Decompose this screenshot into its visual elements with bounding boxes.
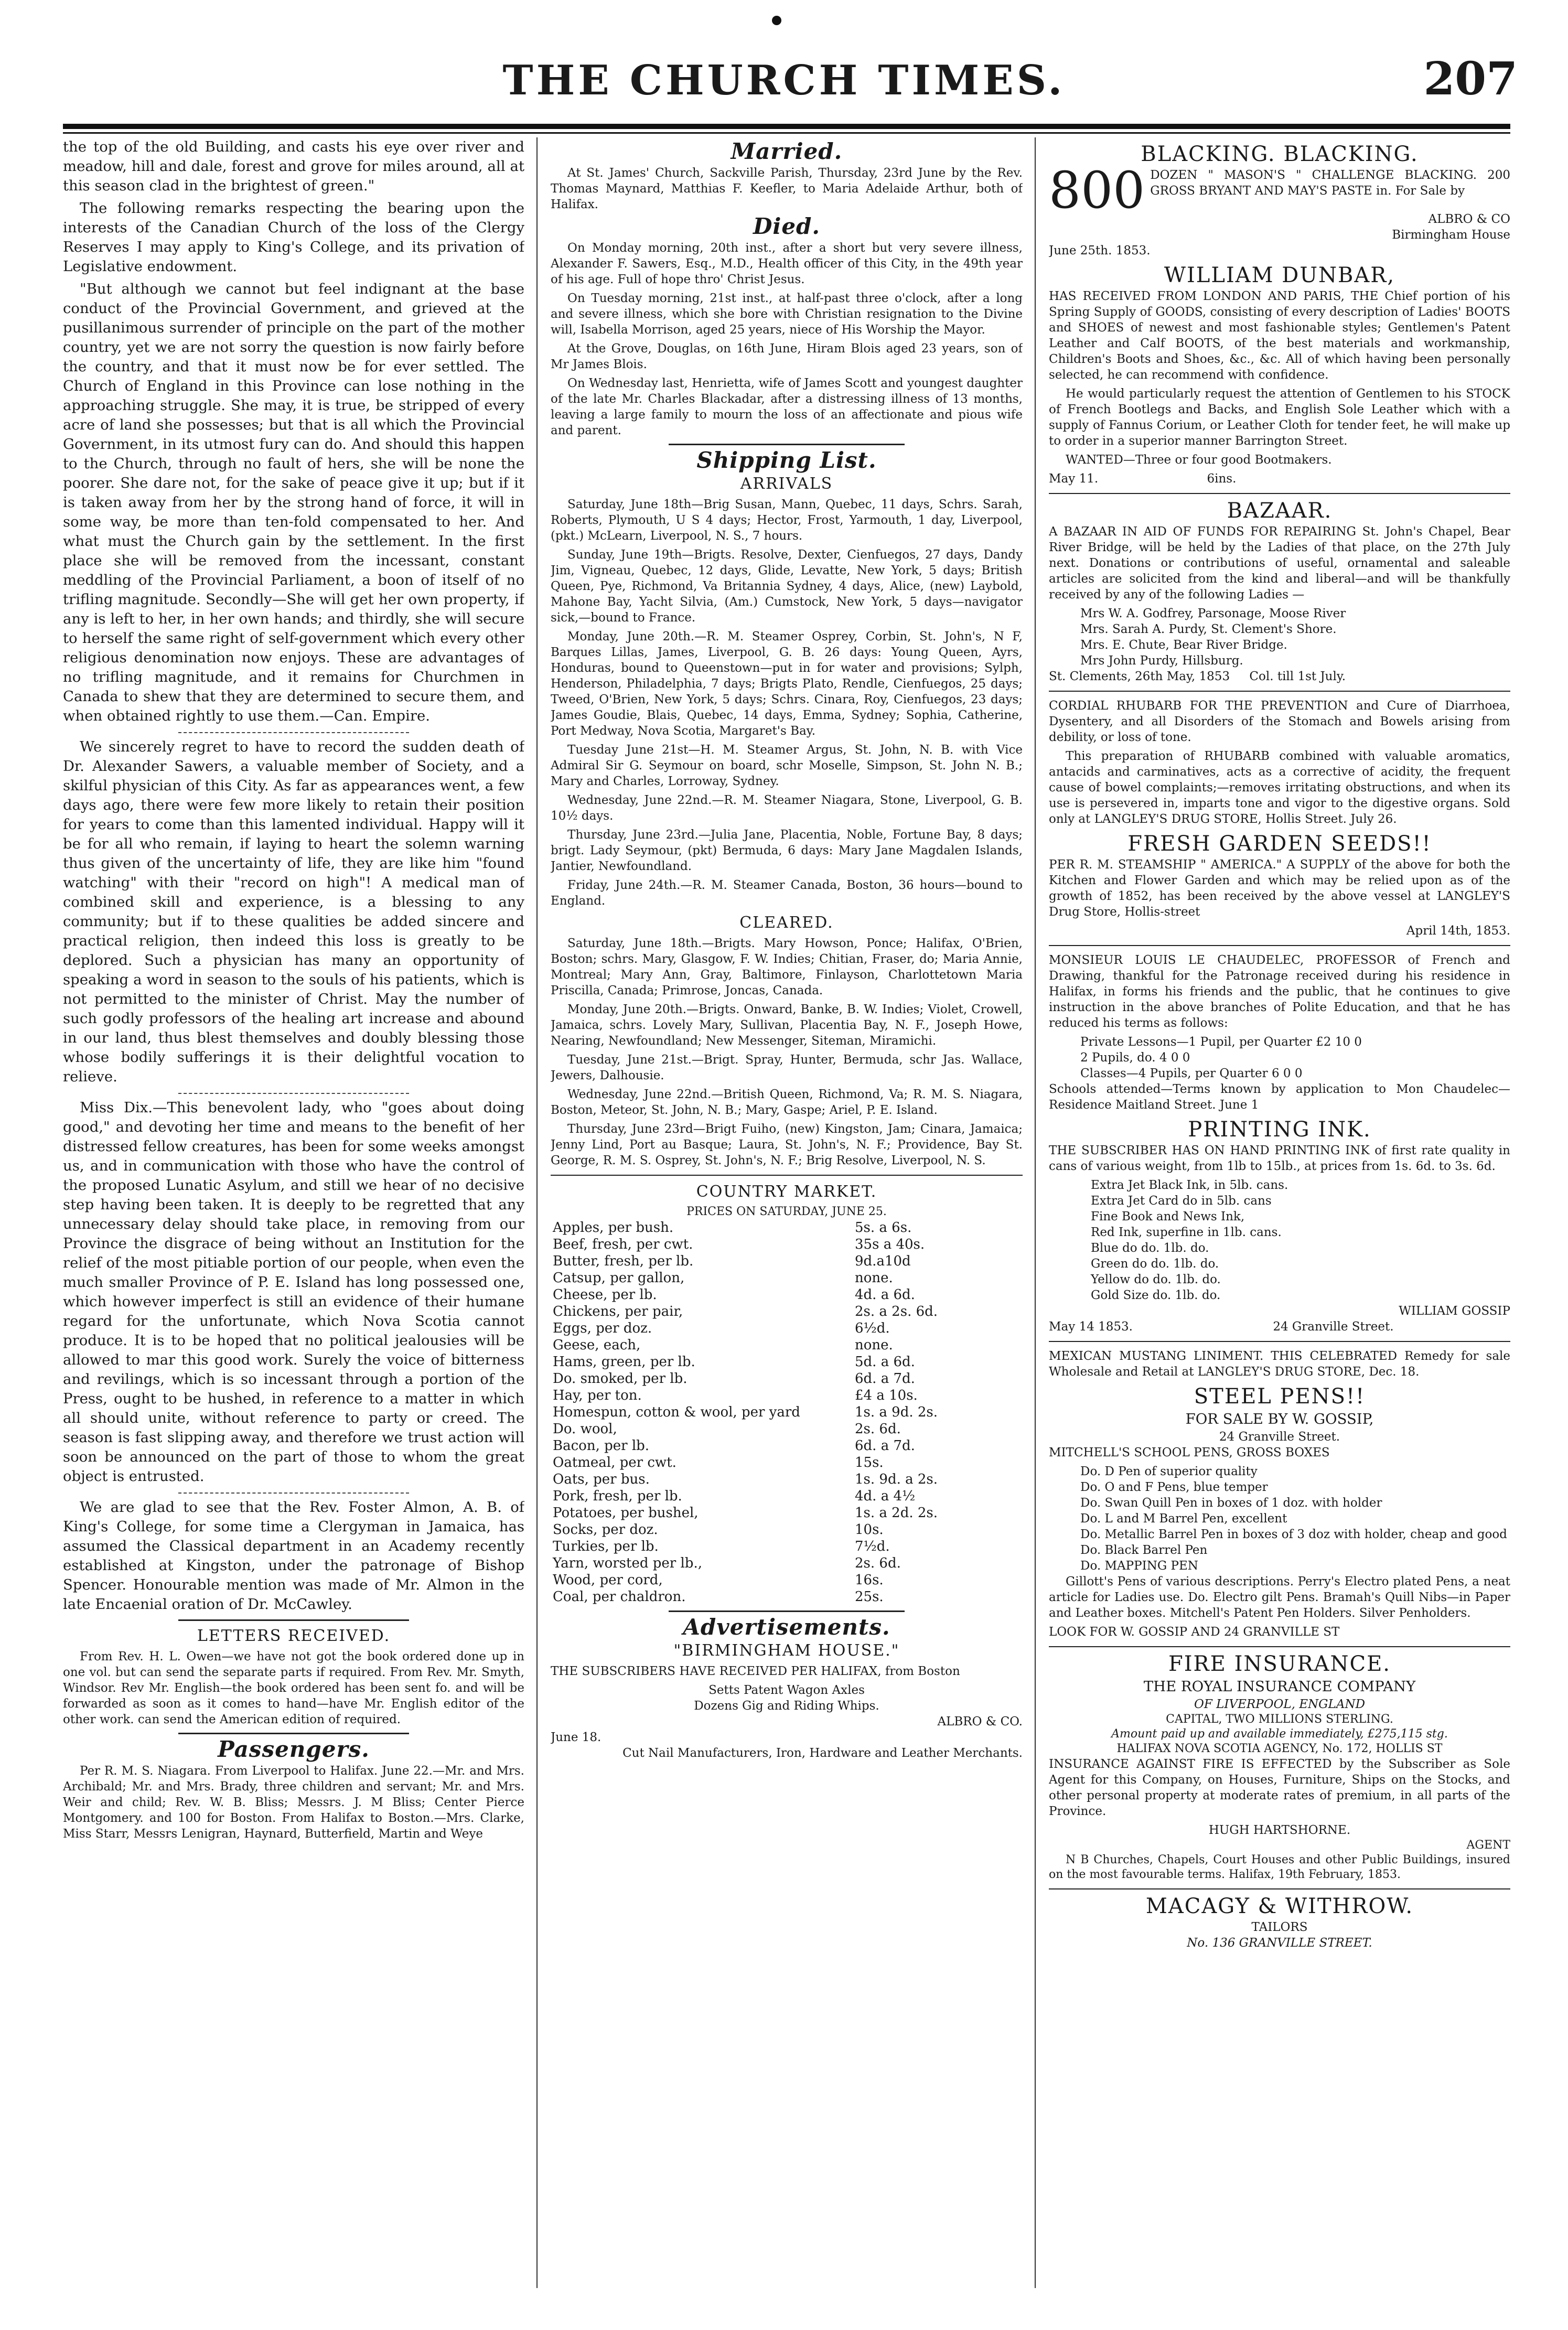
ad-date: April 14th, 1853. [1406,924,1510,938]
shipping-entry: Wednesday, June 22nd.—British Queen, Richmond, Va; R. M. S. Niagara, Boston, Meteor, St. John, N. B.; Mary, Gaspe; Ariel, P. E. Island. [551,1088,1023,1117]
column-1 [63,137,524,2299]
table-row [551,1471,1023,1488]
shipping-entry: Monday, June 20th.—Brigts. Onward, Banke, B. W. Indies; Violet, Crowell, Jamaica, schrs. Lovely Mary, Sullivan, Placentia Bay, N. F., Joseph Howe, Nearing, Newfoundland; New Messenger, Siteman, Miramichi. [551,1003,1023,1048]
separator [178,1091,409,1094]
ad-text: He would particularly request the attention of Gentlemen to his STOCK of French Bootlegs and Backs, and English Sole Leather which with a supply of Fannus Corium, or Leather Cloth for tender feet, he will make up to order in a superior manner Barrington Street. [1049,387,1510,448]
table-row [551,1404,1023,1421]
separator [551,1175,1023,1176]
market-item: Potatoes, per bushel, [553,1505,699,1521]
ad-text: THE SUBSCRIBERS HAVE RECEIVED PER HALIFAX, from Boston [551,1665,960,1678]
market-item: Apples, per bush. [553,1220,674,1236]
market-price: 7½d. [855,1539,890,1554]
article-paragraph: The following remarks respecting the bearing upon the interests of the Canadian Church of the loss of the Clergy Reserves I may apply to King's College, and its privation of Legislative endowment. [63,200,524,275]
ad-heading: FRESH GARDEN SEEDS!! [1127,832,1432,856]
table-row [551,1387,1023,1404]
market-item: Oats, per bus. [553,1472,650,1487]
market-item: Homespun, cotton & wool, per yard [553,1404,800,1420]
column-rule [1035,137,1036,2288]
list-item: Do. Black Barrel Pen [1080,1543,1208,1557]
ad-heading: FIRE INSURANCE. [1168,1652,1391,1676]
market-item: Beef, fresh, per cwt. [553,1237,693,1252]
section-heading: Married. [731,138,843,164]
terms-list [1049,1034,1510,1081]
list-item: Mrs. E. Chute, Bear River Bridge. [1080,638,1287,652]
shipping-entry: Thursday, June 23rd.—Julia Jane, Placentia, Noble, Fortune Bay, 8 days; brigt. Lady Seymour, (pkt) Bermuda, 6 days: Mary Jane Magdalen Islands, Jantier, Newfoundland. [551,828,1023,873]
bazaar-lady-list [1049,606,1510,669]
market-item: Butter, fresh, per lb. [553,1253,694,1269]
ad-subheading: FOR SALE BY W. GOSSIP, [1185,1411,1374,1427]
market-price: 1s. a 2d. 2s. [855,1505,938,1521]
shipping-entry: Monday, June 20th.—R. M. Steamer Osprey, Corbin, St. John's, N F, Barques Lillas, James, Liverpool, G. B. 26 days: Young Queen, Ayrs, Honduras, bound to Queenstown—put in for water and provisions; Sylph, Henderson, Philadelphia, 7 days; Brigts Plato, Rendle, Cienfuegos, 25 days; Tweed, O'Brien, New York, 5 days; Schrs. Cinara, Roy, Cienfuegos, 23 days; James Goudie, Blais, Quebec, 14 days, Emma, Sydney; Sophia, Catherine, Port Medway, Nova Scotia, Margaret's Bay. [551,630,1023,738]
company-paid: Amount paid up and available immediately, £275,115 stg. [1111,1727,1448,1741]
list-item: Private Lessons—1 Pupil, per Quarter £2 10 0 [1080,1035,1362,1049]
market-price: 1s. 9d. a 2s. [855,1472,938,1487]
ad-signature: WILLIAM GOSSIP [1399,1304,1510,1318]
section-heading: Shipping List. [696,447,877,473]
market-price: 25s. [855,1589,884,1605]
list-item: Do. O and F Pens, blue temper [1080,1480,1268,1494]
ad-address: No. 136 GRANVILLE STREET. [1187,1936,1372,1950]
shipping-entry: Wednesday, June 22nd.—R. M. Steamer Niagara, Stone, Liverpool, G. B. 10½ days. [551,793,1023,823]
table-row [551,1253,1023,1270]
ad-text: THE SUBSCRIBER HAS ON HAND PRINTING INK of first rate quality in cans of various weight, from 1lb to 15lb., at prices from 1s. 6d. to 3s. 6d. [1049,1144,1510,1173]
ad-date: May 14 1853. [1049,1320,1133,1334]
section-heading: COUNTRY MARKET. [696,1183,877,1201]
ad-insertions: 6ins. [1207,472,1237,486]
ad-text: CORDIAL RHUBARB FOR THE PREVENTION and Cure of Diarrhoea, Dysentery, and all Disorders of the Stomach and Bowels arising from debility, or loss of tone. [1049,699,1510,744]
table-row [551,1538,1023,1555]
market-item: Coal, per chaldron. [553,1589,686,1605]
table-row [551,1219,1023,1236]
ad-text: PER R. M. STEAMSHIP " AMERICA." A SUPPLY of the above for both the Kitchen and Flower Garden and which may be relied upon as of the growth of 1852, has been received by the above vessel at LANGLEY'S Drug Store, Hollis-street [1049,858,1510,919]
market-table [551,1219,1023,1605]
table-row [551,1421,1023,1437]
ad-text: A BAZAAR IN AID OF FUNDS FOR REPAIRING St. John's Chapel, Bear River Bridge, will be held by the Ladies of that place, on the 27th July next. Donations or contributions of useful, ornamental and saleable articles are solicited from the kind and liberal—and will be thankfully received by any of the following Ladies — [1049,525,1510,602]
table-row [551,1521,1023,1538]
table-row [551,1437,1023,1454]
market-item: Catsup, per gallon, [553,1270,685,1286]
list-item: Classes—4 Pupils, per Quarter 6 0 0 [1080,1067,1303,1080]
market-price: 9d.a10d [855,1253,911,1269]
market-price: 6d. a 7d. [855,1438,915,1454]
ad-heading: BAZAAR. [1227,499,1333,523]
ad-text: HAS RECEIVED FROM LONDON AND PARIS, THE Chief portion of his Spring Supply of GOODS, consisting of every description of Ladies' BOOTS and SHOES of newest and most fashionable styles; Gentlemen's Patent Leather and Calf BOOTS, of the best materials and workmanship, Children's Boots and Shoes, &c., &c. All of which having been personally selected, he can recommend with confidence. [1049,289,1510,382]
table-row [551,1236,1023,1253]
market-item: Do. smoked, per lb. [553,1371,688,1387]
ad-address: 24 Granville Street. [1273,1320,1394,1334]
ad-heading: MACAGY & WITHROW. [1145,1894,1414,1918]
notice-text: At the Grove, Douglas, on 16th June, Hiram Blois aged 23 years, son of Mr James Blois. [551,342,1023,371]
market-price: none. [855,1337,893,1353]
notice-text: On Tuesday morning, 21st inst., at half-past three o'clock, after a long and severe illness, which she bore with Christian resignation to the Divine will, Isabella Morrison, aged 25 years, niece of His Worship the Mayor. [551,292,1023,337]
market-item: Wood, per cord, [553,1572,663,1588]
company-location: OF LIVERPOOL, ENGLAND [1194,1698,1366,1711]
market-item: Oatmeal, per cwt. [553,1455,676,1470]
table-row [551,1588,1023,1605]
list-item: Mrs John Purdy, Hillsburg. [1080,654,1243,668]
masthead [0,0,1568,142]
separator [1049,945,1510,946]
market-price: 10s. [855,1522,884,1538]
ad-text: N B Churches, Chapels, Court Houses and other Public Buildings, insured on the most favourable terms. Halifax, 19th February, 1853. [1049,1853,1510,1881]
separator [178,730,409,733]
list-item: Do. L and M Barrel Pen, excellent [1080,1512,1287,1526]
shipping-entry: Thursday, June 23rd—Brigt Fuiho, (new) Kingston, Jam; Cinara, Jamaica; Jenny Lind, Port au Basque; Laura, St. John's, N. F.; Providence, Bay St. George, R. M. S. Osprey, St. John's, N. F.; Brig Resolve, Liverpool, N. S. [551,1122,1023,1167]
ad-text: Gillott's Pens of various descriptions. Perry's Electro plated Pens, a neat article for Ladies use. Do. Electro gilt Pens. Bramah's Quill Nibs—in Paper and Leather boxes. Mitchell's Patent Pen Holders. Silver Penholders. [1049,1575,1510,1620]
market-item: Cheese, per lb. [553,1287,657,1303]
ad-signature: ALBRO & CO [1428,212,1510,226]
market-price: 5s. a 6s. [855,1220,912,1236]
market-price: 2s. 6d. [855,1421,901,1437]
shipping-entry: Tuesday, June 21st.—Brigt. Spray, Hunter, Bermuda, schr Jas. Wallace, Jewers, Dalhousie. [551,1053,1023,1082]
passengers-text: Per R. M. S. Niagara. From Liverpool to Halifax. June 22.—Mr. and Mrs. Archibald; Mr. and Mrs. Brady, three children and servant; Mr. and Mrs. Weir and child; Rev. W. B. Bliss; Messrs. J. M Bliss; Center Pierce Montgomery. and 100 for Boston. From Halifax to Boston.—Mrs. Clarke, Miss Starr, Messrs Lenigran, Haynard, Butterfield, Martin and Weye [63,1764,524,1841]
list-item: Extra Jet Black Ink, in 5lb. cans. [1091,1178,1288,1192]
list-item: Extra Jet Card do in 5lb. cans [1091,1194,1272,1208]
ad-signature: ALBRO & CO. [937,1715,1023,1728]
list-item: Red Ink, superfine in 1lb. cans. [1091,1226,1282,1239]
ad-text: Schools attended—Terms known by application to Mon Chaudelec—Residence Maitland Street. June 1 [1049,1082,1510,1112]
market-price: 6d. a 7d. [855,1371,915,1387]
ad-text: INSURANCE AGAINST FIRE IS EFFECTED by the Subscriber as Sole Agent for this Company, on Houses, Furniture, Ships on the Stocks, and other personal property at moderate rates of premium, in all parts of the Province. [1049,1757,1510,1818]
ad-large-number: 800 [1049,161,1145,220]
market-price: none. [855,1270,893,1286]
market-price: 2s. 6d. [855,1555,901,1571]
shipping-entry: Saturday, June 18th.—Brigts. Mary Howson, Ponce; Halifax, O'Brien, Boston; schrs. Mary, Glasgow, F. W. Indies; Chitian, Fraser, do; Maria Annie, Montreal; Mary Ann, Gray, Baltimore, Finlayson, Charlottetown Maria Priscilla, Canada; Primrose, Joncas, Canada. [551,937,1023,997]
table-row [551,1370,1023,1387]
column-3 [1049,137,1510,2299]
article-paragraph: We sincerely regret to have to record the sudden death of Dr. Alexander Sawers, a valuable member of Society, and a skilful physician of this City. As far as appearances went, a few days ago, there were few more likely to retain their position for years to come than this lamented individual. Happy will it be for all who remain, if laying to heart the solemn warning thus given of the uncertainty of life, they are like him "found watching" with their "record on high"! A medical man of combined skill and experience, is a blessing to any community; but if to these qualities be added sincere and practical religion, then indeed this loss is greatly to be deplored. Such a physician has many an opportunity of speaking a word in season to the souls of his patients, which is not permitted to the minister of Christ. May the number of such godly professors of the healing art increase and abound in our land, thus blest themselves and doubly blessing those whose bodily sufferings it is their delightful vocation to relieve. [63,738,524,1085]
market-subheading: PRICES ON SATURDAY, JUNE 25. [686,1205,887,1218]
article-paragraph: We are glad to see that the Rev. Foster Almon, A. B. of King's College, for some time a Clergyman in Jamaica, has assumed the Classical department in an Academy recently established at Kingston, under the patronage of Bishop Spencer. Honourable mention was made of Mr. Almon in the late Encaenial oration of Dr. McCawley. [63,1499,524,1613]
column-rule [536,137,538,2288]
market-item: Bacon, per lb. [553,1438,650,1454]
table-row [551,1454,1023,1471]
table-row [551,1303,1023,1320]
market-item: Hams, green, per lb. [553,1354,695,1370]
ad-heading: BLACKING. BLACKING. [1141,142,1419,166]
ad-text: DOZEN " MASON'S " CHALLENGE BLACKING. 200 GROSS BRYANT AND MAY'S PASTE in. For Sale by [1150,168,1510,198]
separator [178,1490,409,1494]
ad-heading: WILLIAM DUNBAR, [1164,263,1395,287]
masthead-rule-thin [63,132,1510,134]
table-row [551,1488,1023,1505]
ad-text: This preparation of RHUBARB combined with valuable aromatics, antacids and carminatives, acts as a corrective of acidity, the frequent cause of bowel complaints;—removes irritating obstructions, and when its use is persevered in, imparts tone and vigor to the digestive organs. Sold only at LANGLEY'S DRUG STORE, Hollis Street. July 26. [1049,749,1510,826]
list-item: Yellow do do. 1lb. do. [1091,1273,1221,1286]
list-item: Gold Size do. 1lb. do. [1091,1289,1221,1302]
ad-heading: STEEL PENS!! [1194,1384,1366,1409]
shipping-entry: Friday, June 24th.—R. M. Steamer Canada, Boston, 36 hours—bound to England. [551,878,1023,908]
market-item: Hay, per ton. [553,1388,642,1403]
notice-text: On Monday morning, 20th inst., after a short but very severe illness, Alexander F. Sawers, Esq., M.D., Health officer of this City, in the 49th year of his age. Full of hope thro' Christ Jesus. [551,241,1023,286]
table-row [551,1337,1023,1354]
separator [1049,493,1510,494]
market-price: 4d. a 4½ [855,1488,916,1504]
market-price: £4 a 10s. [855,1388,918,1403]
column-2 [551,137,1023,2299]
page-number: 207 [1423,52,1518,105]
market-price: 1s. a 9d. 2s. [855,1404,938,1420]
ad-date: May 11. [1049,472,1099,486]
market-item: Eggs, per doz. [553,1320,652,1336]
article-paragraph: the top of the old Building, and casts his eye over river and meadow, hill and dale, forest and grove for miles around, all at this season clad in the brightest of green." [63,138,524,194]
section-heading: Advertisements. [683,1614,890,1640]
table-row [551,1270,1023,1286]
ad-tagline: LOOK FOR W. GOSSIP AND 24 GRANVILLE ST [1049,1625,1340,1639]
sub-heading: CLEARED. [739,914,834,932]
article-paragraph: Miss Dix.—This benevolent lady, who "goes about doing good," and devoting her time and means to the benefit of her distressed fellow creatures, has been for some weeks amongst us, and in communication with those who have the control of the proposed Lunatic Asylum, and still we hear of no decisive step having been taken. It is deeply to be regretted that any unnecessary delay should take place, in removing from our Province the disgrace of being without an Institution for the relief of the most pitiable portion of our people, when even the much smaller Province of P. E. Island has long possessed one, which however imperfect is still an evidence of their humane regard for the unfortunate, which Nova Scotia cannot produce. It is to be hoped that no political jealousies will be allowed to mar this good work. Surely the voice of bitterness and revilings, which is so incessant through a portion of the Press, ought to be hushed, in reference to a matter in which all should unite, without reference to party or creed. The season is fast slipping away, and therefore we trust action will soon be announced on the part of those to whom the great object is entrusted. [63,1099,524,1485]
ad-text: MEXICAN MUSTANG LINIMENT. THIS CELEBRATED Remedy for sale Wholesale and Retail at LANGLEY'S DRUG STORE, Dec. 18. [1049,1349,1510,1379]
market-item: Turkies, per lb. [553,1539,659,1554]
market-price: 35s a 40s. [855,1237,925,1252]
ad-line: Dozens Gig and Riding Whips. [694,1699,879,1713]
market-item: Socks, per doz. [553,1522,658,1538]
separator [669,444,905,445]
list-item: 2 Pupils, do. 4 0 0 [1080,1051,1190,1065]
company-agency: HALIFAX NOVA SCOTIA AGENCY, No. 172, HOLLIS ST [1116,1742,1443,1755]
list-item: Do. MAPPING PEN [1080,1559,1198,1573]
table-row [551,1555,1023,1572]
list-item: Green do do. 1lb. do. [1091,1257,1219,1271]
market-price: 2s. a 2s. 6d. [855,1304,938,1319]
ad-heading: "BIRMINGHAM HOUSE." [673,1641,900,1660]
ad-text: MITCHELL'S SCHOOL PENS, GROSS BOXES [1049,1446,1330,1459]
separator [669,1610,905,1612]
table-row [551,1505,1023,1521]
ad-heading: PRINTING INK. [1188,1118,1371,1142]
market-price: 15s. [855,1455,884,1470]
list-item: Do. D Pen of superior quality [1080,1465,1258,1478]
market-item: Geese, each, [553,1337,641,1353]
separator [1049,1646,1510,1647]
table-row [551,1320,1023,1337]
ad-subheading: 24 Granville Street. [1219,1430,1340,1444]
article-paragraph: "But although we cannot but feel indignant at the base conduct of the Provincial Government, and grieved at the pusillanimous surrender of principle on the part of the mother country, yet we are not sorry the question is now fairly before the country, and that it must now be for ever settled. The Church of England in this Province can lose nothing in the approaching struggle. She may, it is true, be stripped of every acre of land she possesses; but that is all which the Provincial Government, in its utmost fury can do. And should this happen to the Church, through no fault of hers, she will be none the poorer. She dare not, for the sake of peace give it up; but if it is taken away from her by the strong hand of force, it will in some way, be more than ten-fold compensated to her. And what must the Church gain by the settlement. In the first place she will be removed from the incessant, constant meddling of the Provincial Parliament, a boon of itself of no trifling magnitude. Secondly—She will get her own property, if any is left to her, in her own hands; and thirdly, she will secure to herself the same right of self-government which every other religious denomination now enjoys. These are advantages of no trifling magnitude, and it remains for Churchmen in Canada to shew that they are determined to secure them, and when obtained rightly to use them.—Can. Empire. [63,281,524,724]
section-heading: Passengers. [218,1736,370,1762]
market-price: 16s. [855,1572,884,1588]
ad-line: Cut Nail Manufacturers, Iron, Hardware and Leather Merchants. [622,1746,1023,1760]
company-capital: CAPITAL, TWO MILLIONS STERLING. [1166,1713,1393,1726]
masthead-rule-thick [63,124,1510,129]
market-price: 5d. a 6d. [855,1354,915,1370]
list-item: Do. Metallic Barrel Pen in boxes of 3 doz with holder, cheap and good [1080,1528,1507,1541]
list-item: Mrs W. A. Godfrey, Parsonage, Moose River [1080,607,1346,620]
list-item: Fine Book and News Ink, [1091,1210,1245,1223]
table-row [551,1572,1023,1588]
ad-signature: Birmingham House [1392,228,1510,242]
shipping-entry: Sunday, June 19th—Brigts. Resolve, Dexter, Cienfuegos, 27 days, Dandy Jim, Vigneau, Quebec, 12 days, Glide, Levatte, New York, 5 days; British Queen, Pye, Richmond, Va Britannia Sydney, 4 days, Alice, (new) Laybold, Mahone Bay, Yacht Silvia, (Am.) Cumstock, New York, 5 days—navigator sick,—bound to France. [551,548,1023,625]
ink-list [1049,1177,1510,1303]
letters-text: From Rev. H. L. Owen—we have not got the book ordered done up in one vol. but can send the separate parts if required. From Rev. Mr. Smyth, Windsor. Rev Mr. English—the book ordered has been sent fo. and will be forwarded as soon as it comes to hand—have Mr. English editor of the other work. can send the American edition of required. [63,1650,524,1726]
separator [1049,691,1510,692]
separator [178,1733,409,1734]
ad-date: June 25th. 1853. [1049,244,1151,257]
list-item: Blue do do. 1lb. do. [1091,1241,1209,1255]
ad-subheading: TAILORS [1251,1920,1308,1934]
market-item: Do. wool, [553,1421,617,1437]
ad-text: WANTED—Three or four good Bootmakers. [1066,453,1332,467]
section-heading: LETTERS RECEIVED. [197,1627,391,1645]
ad-signature: HUGH HARTSHORNE. [1208,1823,1351,1837]
newspaper-title: THE CHURCH TIMES. [502,57,1066,104]
ad-date: June 18. [551,1731,602,1744]
sub-heading: ARRIVALS [740,475,833,493]
company-name: THE ROYAL INSURANCE COMPANY [1143,1678,1416,1695]
ad-date: St. Clements, 26th May, 1853 [1049,670,1230,683]
separator [1049,1341,1510,1342]
list-item: Do. Swan Quill Pen in boxes of 1 doz. with holder [1080,1496,1382,1510]
pens-list [1049,1464,1510,1574]
separator [1049,1888,1510,1889]
market-item: Pork, fresh, per lb. [553,1488,682,1504]
notice-text: At St. James' Church, Sackville Parish, Thursday, 23rd June by the Rev. Thomas Maynard, Matthias F. Keefler, to Maria Adelaide Arthur, both of Halifax. [551,166,1023,211]
market-price: 4d. a 6d. [855,1287,915,1303]
market-item: Yarn, worsted per lb., [553,1555,702,1571]
table-row [551,1354,1023,1370]
ad-signature-title: AGENT [1466,1839,1510,1852]
section-heading: Died. [753,213,821,239]
list-item: Mrs. Sarah A. Purdy, St. Clement's Shore. [1080,622,1337,636]
notice-text: On Wednesday last, Henrietta, wife of James Scott and youngest daughter of the late Mr. Charles Blackadar, after a distressing illness of 13 months, leaving a large family to mourn the loss of an affectionate and pious wife and parent. [551,377,1023,437]
table-row [551,1286,1023,1303]
market-item: Chickens, per pair, [553,1304,683,1319]
ad-line: Setts Patent Wagon Axles [708,1683,865,1697]
market-price: 6½d. [855,1320,890,1336]
separator [178,1619,409,1621]
ornament-dot [772,16,781,25]
shipping-entry: Tuesday June 21st—H. M. Steamer Argus, St. John, N. B. with Vice Admiral Sir G. Seymour on board, schr Moselle, Simpson, St. John N. B.; Mary and Charles, Lorroway, Sydney. [551,743,1023,788]
shipping-entry: Saturday, June 18th—Brig Susan, Mann, Quebec, 11 days, Schrs. Sarah, Roberts, Plymouth, U S 4 days; Hector, Frost, Yarmouth, 1 day, Liverpool, (pkt.) McLearn, Liverpool, N. S., 7 hours. [551,498,1023,543]
ad-text: MONSIEUR LOUIS LE CHAUDELEC, PROFESSOR of French and Drawing, thankful for the Patronage received during his residence in Halifax, in forms his friends and the public, that he continues to give instruction in the above branches of Polite Education, and that he has reduced his terms as follows: [1049,953,1510,1030]
ad-insertions: Col. till 1st July. [1249,670,1346,683]
